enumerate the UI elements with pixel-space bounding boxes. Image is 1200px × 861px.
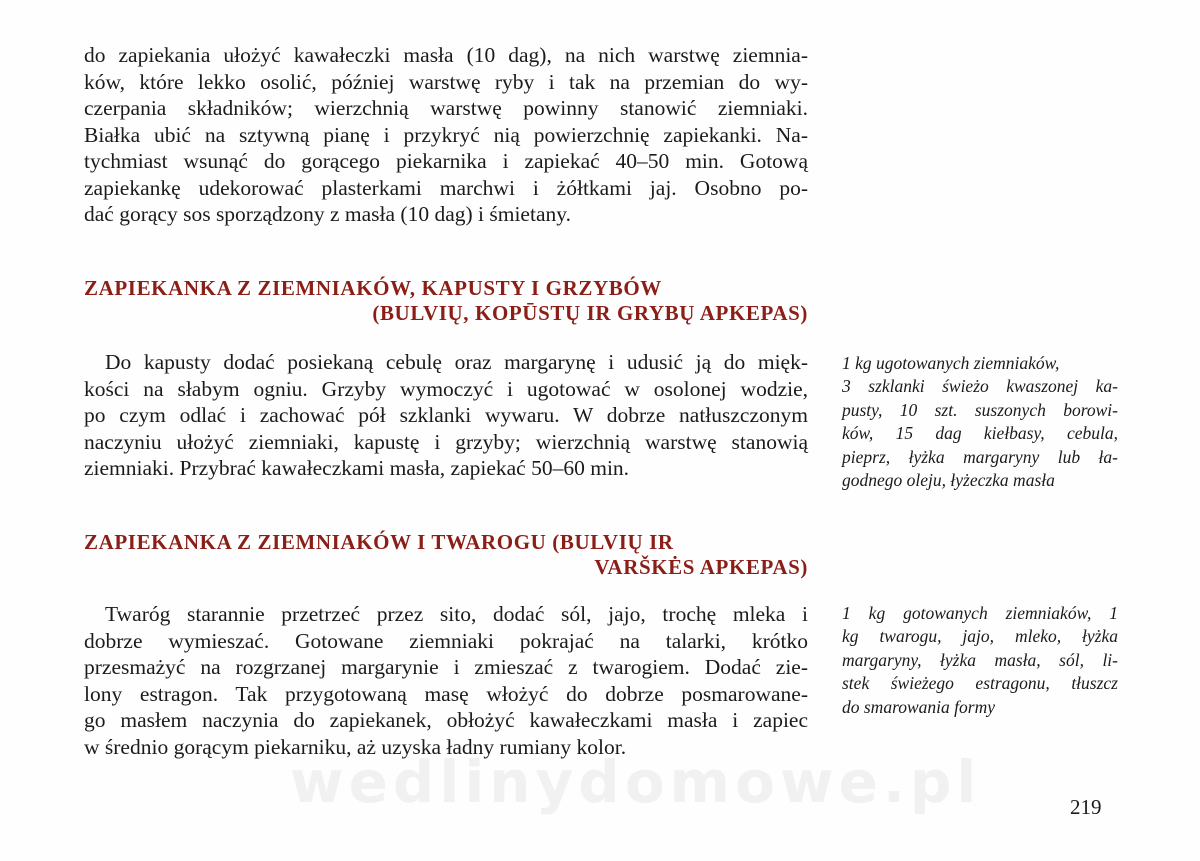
recipe-1-title-line-2: (BULVIŲ, KOPŪSTŲ IR GRYBŲ APKEPAS) [372,301,808,325]
recipe-1-ingredients [842,352,1118,492]
recipe-2-body [84,601,808,760]
ingredient-line: 1 kg ugotowanych ziemniaków, [842,353,1060,373]
recipe-2-title-line-2: VARŠKĖS APKEPAS) [594,555,808,579]
recipe-1-title [84,276,808,326]
page-number: 219 [1070,795,1102,819]
ingredient-line: ków, 15 dag kiełbasy, cebula, [842,423,1118,444]
ingredient-line: godnego oleju, łyżeczka masła [842,470,1055,491]
ingredient-line: 1 kg gotowanych ziemniaków, 1 [842,603,1118,623]
text-line: dać gorący sos sporządzony z masła (10 dag) i śmietany. [84,202,571,226]
text-line: po czym odlać i zachować pół szklanki wywaru. W dobrze natłuszczonym [84,403,808,427]
text-line: ków, które lekko osolić, później warstwę ryby i tak na przemian do wy- [84,69,808,94]
intro-paragraph [84,42,808,228]
recipe-2-title-line-1: ZAPIEKANKA Z ZIEMNIAKÓW I TWAROGU (BULVIŲ IR [84,530,674,554]
recipe-1-title-line-1: ZAPIEKANKA Z ZIEMNIAKÓW, KAPUSTY I GRZYBÓW [84,276,662,300]
text-line: Białka ubić na sztywną pianę i przykryć nią powierzchnię zapiekanki. Na- [84,122,808,147]
ingredient-line: margaryny, łyżka masła, sól, li- [842,649,1118,670]
text-line: zapiekankę udekorować plasterkami marchwi i żółtkami jaj. Osobno po- [84,175,808,200]
recipe-2-title [84,530,808,580]
watermark-text: wedlinydomowe.pl [290,748,982,816]
text-line: naczyniu ułożyć ziemniaki, kapustę i grzyby; wierzchnią warstwę stanowią [84,429,808,454]
ingredient-line: pusty, 10 szt. suszonych borowi- [842,399,1118,420]
ingredient-line: pieprz, łyżka margaryny lub ła- [842,446,1118,467]
ingredient-line: stek świeżego estragonu, tłuszcz [842,673,1118,694]
text-line: go masłem naczynia do zapiekanek, obłożyć kawałeczkami masła i zapiec [84,708,808,732]
recipe-2-ingredients [842,602,1118,719]
ingredient-line: do smarowania formy [842,696,995,717]
text-line: w średnio gorącym piekarniku, aż uzyska ładny rumiany kolor. [84,734,627,759]
text-line: przesmażyć na rozgrzanej margarynie i zmieszać z twarogiem. Dodać zie- [84,655,808,679]
ingredient-line: 3 szklanki świeżo kwaszonej ka- [842,376,1118,397]
text-line: dobrze wymieszać. Gotowane ziemniaki pokrajać na talarki, krótko [84,628,808,653]
text-line: tychmiast wsunąć do gorącego piekarnika i zapiekać 40–50 min. Gotową [84,149,808,173]
ingredient-line: kg twarogu, jajo, mleko, łyżka [842,626,1118,647]
text-line: czerpania składników; wierzchnią warstwę powinny stanowić ziemniaki. [84,96,808,120]
text-line: Do kapusty dodać posiekaną cebulę oraz margarynę i udusić ją do mięk- [105,350,808,374]
text-line: lony estragon. Tak przygotowaną masę włożyć do dobrze posmarowane- [84,681,808,706]
text-line: Twaróg starannie przetrzeć przez sito, dodać sól, jajo, trochę mleka i [105,602,808,626]
recipe-1-body [84,349,808,482]
text-line: kości na słabym ogniu. Grzyby wymoczyć i ugotować w osolonej wodzie, [84,376,808,401]
text-line: ziemniaki. Przybrać kawałeczkami masła, zapiekać 50–60 min. [84,456,630,480]
text-line: do zapiekania ułożyć kawałeczki masła (10 dag), na nich warstwę ziemnia- [84,43,808,67]
